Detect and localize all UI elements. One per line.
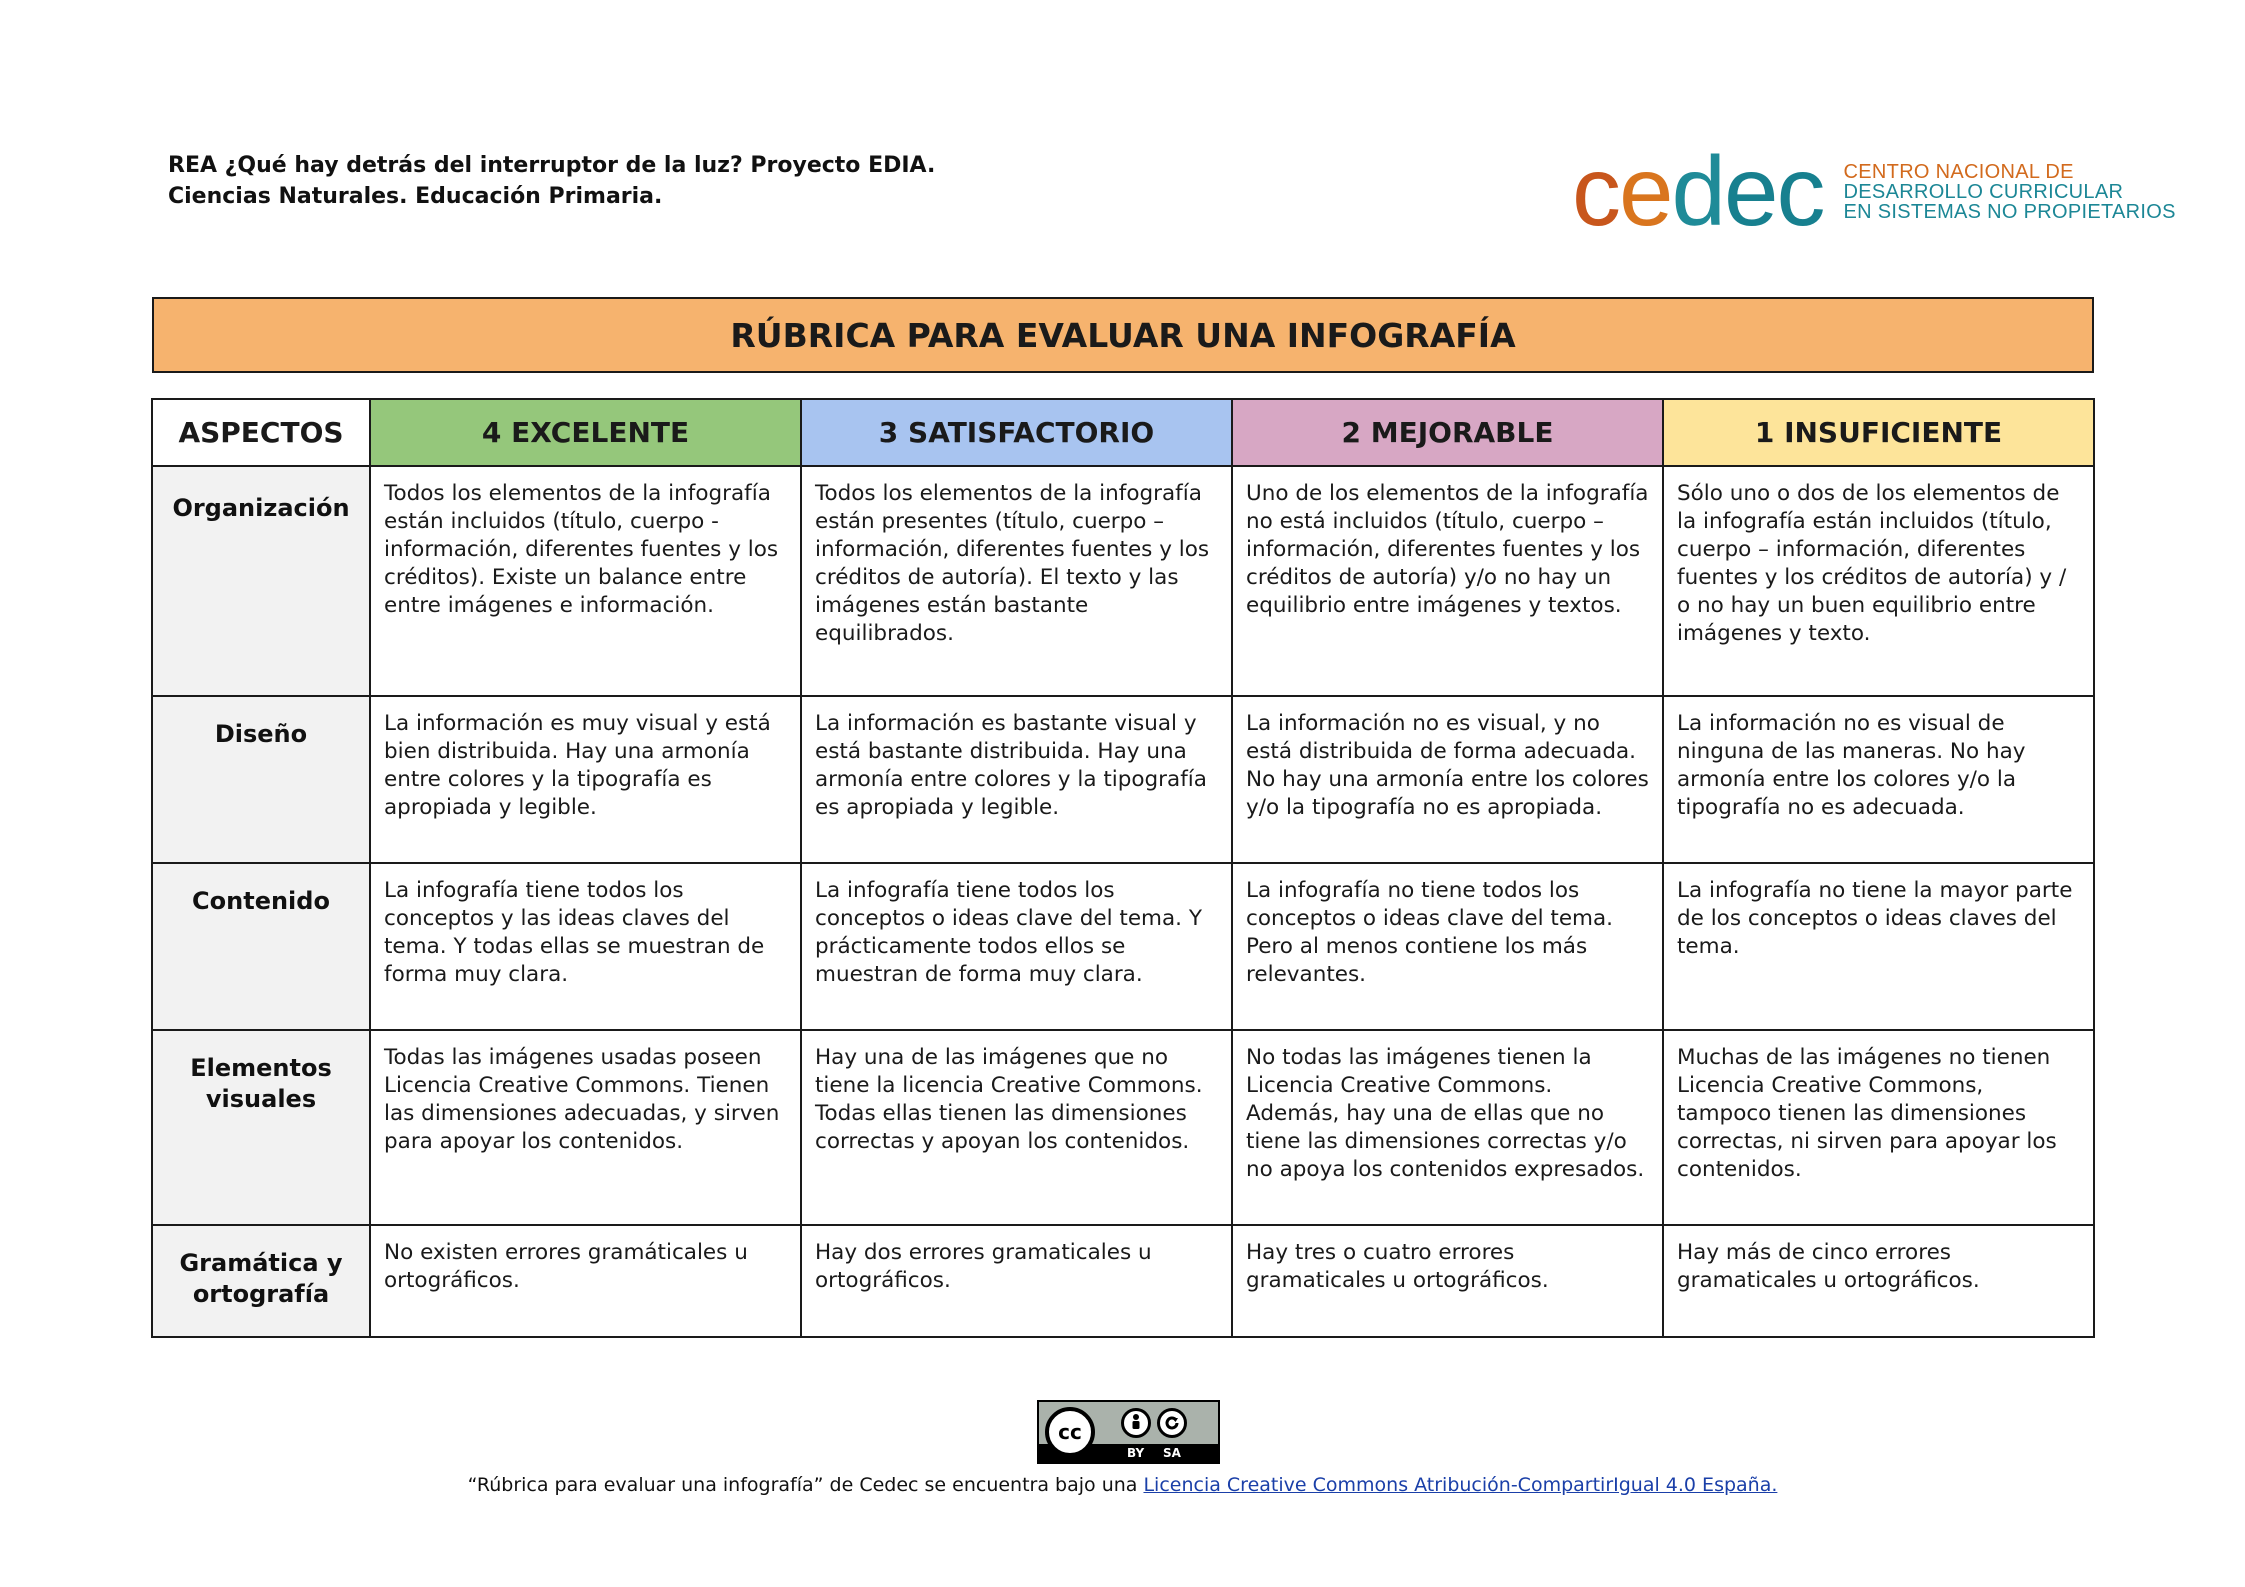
share-alike-icon <box>1157 1408 1187 1438</box>
aspect-label: Gramática y ortografía <box>152 1225 370 1337</box>
aspect-label: Organización <box>152 466 370 696</box>
aspect-label: Diseño <box>152 696 370 863</box>
table-cell: La información no es visual de ninguna de las maneras. No hay armonía entre los colores y/o la tipografía no es adecuada. <box>1663 696 2094 863</box>
table-cell: La información es muy visual y está bien distribuida. Hay una armonía entre colores y la tipografía es apropiada y legible. <box>370 696 801 863</box>
attribution-icon <box>1121 1408 1151 1438</box>
table-row <box>152 863 2094 1030</box>
table-cell: Hay tres o cuatro errores gramaticales u ortográficos. <box>1232 1225 1663 1337</box>
table-cell: La infografía no tiene la mayor parte de los conceptos o ideas claves del tema. <box>1663 863 2094 1030</box>
footer-text: “Rúbrica para evaluar una infografía” de Cedec se encuentra bajo una <box>467 1474 1144 1496</box>
table-row <box>152 1030 2094 1225</box>
table-cell: La información no es visual, y no está distribuida de forma adecuada. No hay una armonía entre los colores y/o la tipografía no es apropiada. <box>1232 696 1663 863</box>
table-cell: Hay una de las imágenes que no tiene la licencia Creative Commons. Todas ellas tienen las dimensiones correctas y apoyan los contenidos. <box>801 1030 1232 1225</box>
table-row <box>152 696 2094 863</box>
header-level-3: 3 SATISFACTORIO <box>801 399 1232 466</box>
table-cell: Sólo uno o dos de los elementos de la infografía están incluidos (título, cuerpo – información, diferentes fuentes y los créditos de autoría) y / o no hay un buen equilibrio entre imágenes y texto. <box>1663 466 2094 696</box>
share-alike-arrow-icon <box>1160 1411 1184 1435</box>
cedec-logo <box>1572 136 2176 246</box>
table-cell: Uno de los elementos de la infografía no está incluidos (título, cuerpo – información, diferentes fuentes y los créditos de autoría) y/o no hay un equilibrio entre imágenes y textos. <box>1232 466 1663 696</box>
table-cell: Hay más de cinco errores gramaticales u ortográficos. <box>1663 1225 2094 1337</box>
header-line-1: REA ¿Qué hay detrás del interruptor de la luz? Proyecto EDIA. <box>168 153 936 178</box>
header-level-4: 4 EXCELENTE <box>370 399 801 466</box>
header-level-1: 1 INSUFICIENTE <box>1663 399 2094 466</box>
table-cell: La infografía tiene todos los conceptos y las ideas claves del tema. Y todas ellas se muestran de forma muy clara. <box>370 863 801 1030</box>
table-cell: Hay dos errores gramaticales u ortográficos. <box>801 1225 1232 1337</box>
header-aspects: ASPECTOS <box>152 399 370 466</box>
table-cell: Todos los elementos de la infografía están presentes (título, cuerpo – información, diferentes fuentes y los créditos de autoría). El texto y las imágenes están bastante equilibrados. <box>801 466 1232 696</box>
aspect-label: Contenido <box>152 863 370 1030</box>
table-cell: Todas las imágenes usadas poseen Licencia Creative Commons. Tienen las dimensiones adecuadas, y sirven para apoyar los contenidos. <box>370 1030 801 1225</box>
cc-license-badge[interactable] <box>1037 1400 1220 1464</box>
header-level-2: 2 MEJORABLE <box>1232 399 1663 466</box>
header-line-2: Ciencias Naturales. Educación Primaria. <box>168 184 663 209</box>
cedec-logo-word: cedec <box>1572 136 1824 246</box>
table-cell: La información es bastante visual y está bastante distribuida. Hay una armonía entre colores y la tipografía es apropiada y legible. <box>801 696 1232 863</box>
cedec-logo-subtitle: CENTRO NACIONAL DE DESARROLLO CURRICULAR EN SISTEMAS NO PROPIETARIOS <box>1843 161 2176 223</box>
sa-label: SA <box>1163 1446 1181 1460</box>
table-cell: Todos los elementos de la infografía están incluidos (título, cuerpo - información, diferentes fuentes y los créditos). Existe un balance entre entre imágenes e información. <box>370 466 801 696</box>
table-cell: La infografía no tiene todos los conceptos o ideas clave del tema. Pero al menos contiene los más relevantes. <box>1232 863 1663 1030</box>
license-footer <box>0 1474 2245 1496</box>
by-label: BY <box>1127 1446 1145 1460</box>
table-row <box>152 1225 2094 1337</box>
table-cell: La infografía tiene todos los conceptos o ideas clave del tema. Y prácticamente todos ellos se muestran de forma muy clara. <box>801 863 1232 1030</box>
license-link[interactable]: Licencia Creative Commons Atribución-CompartirIgual 4.0 España. <box>1143 1474 1778 1496</box>
rubric-title: RÚBRICA PARA EVALUAR UNA INFOGRAFÍA <box>152 297 2094 373</box>
document-header <box>168 150 935 212</box>
table-cell: No todas las imágenes tienen la Licencia Creative Commons. Además, hay una de ellas que no tiene las dimensiones correctas y/o no apoya los contenidos expresados. <box>1232 1030 1663 1225</box>
table-cell: Muchas de las imágenes no tienen Licencia Creative Commons, tampoco tienen las dimensiones correctas, ni sirven para apoyar los contenidos. <box>1663 1030 2094 1225</box>
table-cell: No existen errores gramáticales u ortográficos. <box>370 1225 801 1337</box>
aspect-label: Elementos visuales <box>152 1030 370 1225</box>
rubric-table <box>151 398 2095 1338</box>
table-header-row <box>152 399 2094 466</box>
cc-icon: cc <box>1045 1407 1095 1457</box>
table-row <box>152 466 2094 696</box>
person-icon <box>1124 1411 1148 1435</box>
